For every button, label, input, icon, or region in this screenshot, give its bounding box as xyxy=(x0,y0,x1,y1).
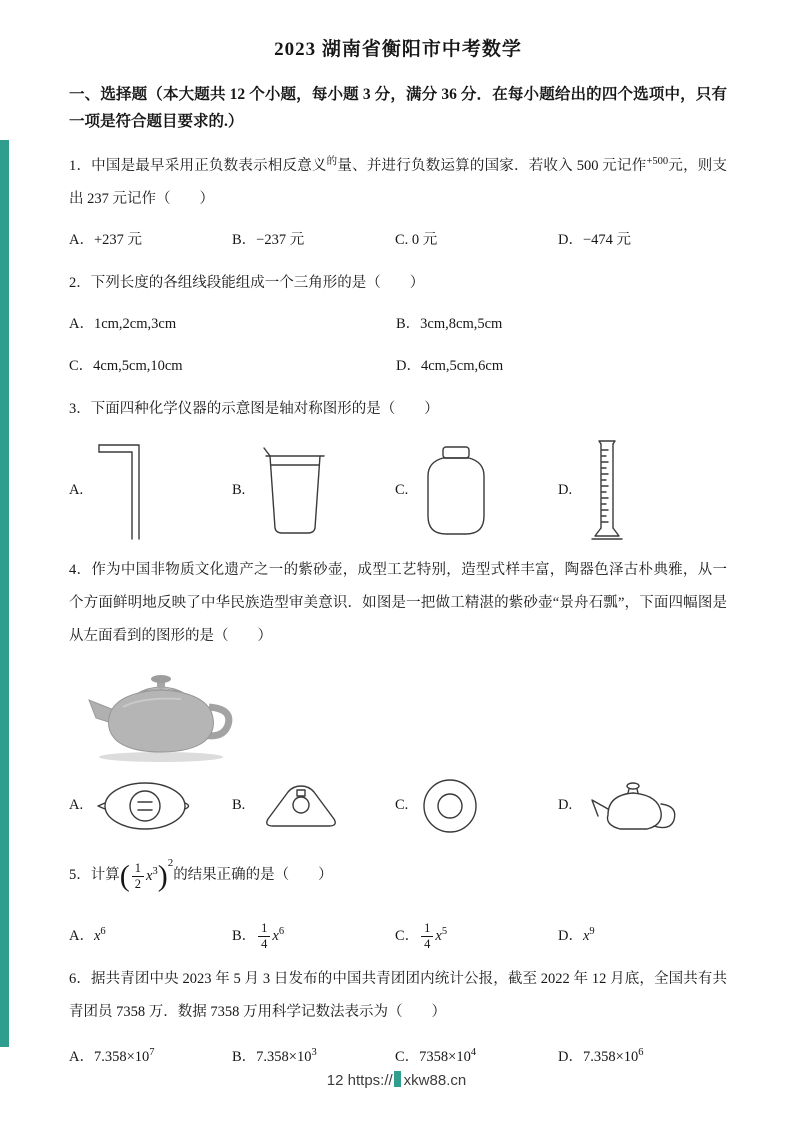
variable: x xyxy=(146,867,153,884)
question-1-options xyxy=(69,225,727,255)
graduated-cylinder-icon xyxy=(584,438,632,544)
page-number: 12 xyxy=(326,1072,344,1089)
fraction: $\frac{1}{4}$ xyxy=(421,921,433,951)
concentric-circles-icon xyxy=(420,777,480,835)
option-6d: D．$7.358\times 10^6$ xyxy=(558,1047,644,1066)
question-6-stem: 6．据共青团中央 2023 年 5 月 3 日发布的中国共青团团内统计公报，截至 2022 年 12 月底，全国共有共青团员 7358 万．数据 7358 万用科学记数法表示为（ ） xyxy=(69,971,727,1021)
option-label: D. xyxy=(558,482,573,499)
stem-text: 5．计算 xyxy=(69,867,120,884)
option-1d: D．−474 元 xyxy=(558,231,632,248)
bent-glass-tube-icon xyxy=(95,439,143,543)
open-paren: ( xyxy=(119,859,130,893)
question-5-stem xyxy=(69,851,727,897)
option-5b: B． $\frac{1}{4}$ $x^6$ xyxy=(232,921,285,951)
option-label: B. xyxy=(232,797,246,814)
option-2b: B．3cm,8cm,5cm xyxy=(396,315,503,332)
inner-exponent: 3 xyxy=(152,865,158,877)
fraction: $\frac{1}{2}$ xyxy=(132,861,144,891)
teapot-side-view-icon xyxy=(584,777,684,835)
option-label: C. xyxy=(395,482,409,499)
option-5c: C． $\frac{1}{4}$ $x^5$ xyxy=(395,921,448,951)
option-2a: A．1cm,2cm,3cm xyxy=(69,315,177,332)
figure-option-3b xyxy=(232,445,395,537)
option-label: A. xyxy=(69,482,84,499)
figure-option-3d xyxy=(558,438,727,544)
figure-option-4c xyxy=(395,777,558,835)
left-accent-bar xyxy=(0,140,9,1047)
question-2-options-row-1 xyxy=(69,309,727,339)
reagent-bottle-icon xyxy=(420,444,492,538)
q5-formula xyxy=(120,857,173,892)
teapot-top-view-icon xyxy=(95,778,195,834)
figure-option-4b xyxy=(232,780,395,832)
question-3-stem: 3．下面四种化学仪器的示意图是轴对称图形的是（ ） xyxy=(69,400,439,417)
fraction: $\frac{1}{4}$ xyxy=(258,921,270,951)
footer-url-suffix: xkw88.cn xyxy=(403,1072,467,1089)
page-title: 2023 湖南省衡阳市中考数学 xyxy=(274,39,522,60)
close-paren: ) xyxy=(157,859,168,893)
option-1b: B．−237 元 xyxy=(232,231,305,248)
option-5a: A．$x^6$ xyxy=(69,926,106,944)
footer-url-prefix: https:// xyxy=(347,1072,393,1089)
raised-text: 的 xyxy=(326,156,338,167)
option-2c: C．4cm,5cm,10cm xyxy=(69,357,183,374)
option-5d: D．$x^9$ xyxy=(558,926,595,944)
figure-option-4a xyxy=(69,778,232,834)
raised-text: +500 xyxy=(646,156,669,167)
figure-option-4d xyxy=(558,777,727,835)
question-3-figures xyxy=(69,438,727,544)
option-1a: A．+237 元 xyxy=(69,231,143,248)
footer-divider xyxy=(394,1071,401,1087)
page-footer xyxy=(0,1071,793,1089)
option-label: D. xyxy=(558,797,573,814)
option-6c: C．$7358\times 10^4$ xyxy=(395,1047,477,1066)
question-1-stem: 1．中国是最早采用正负数表示相反意义$^的$量、并进行负数运算的国家．若收入 500 元记作$^{+500}$元，则支出 237 元记作（ ） xyxy=(69,156,728,207)
teapot-photo xyxy=(81,667,239,765)
question-4-stem: 4．作为中国非物质文化遗产之一的紫砂壶，成型工艺特别，造型式样丰富，陶器色泽古朴典雅，从一个方面鲜明地反映了中华民族造型审美意识．如图是一把做工精湛的紫砂壶“景舟石瓢”，下面四幅图是从左面看到的图形的是（ ） xyxy=(69,561,727,644)
question-2-stem: 2．下列长度的各组线段能组成一个三角形的是（ ） xyxy=(69,274,425,291)
option-6b: B．$7.358\times 10^3$ xyxy=(232,1047,317,1066)
option-6a: A．$7.358\times 10^7$ xyxy=(69,1047,155,1066)
question-6-options xyxy=(69,1038,727,1072)
question-4-photo xyxy=(81,667,727,765)
option-2d: D．4cm,5cm,6cm xyxy=(396,357,504,374)
question-4-figures xyxy=(69,777,727,835)
option-label: A. xyxy=(69,797,84,814)
outer-exponent: 2 xyxy=(167,856,174,869)
question-2-options-row-2 xyxy=(69,351,727,381)
figure-option-3c xyxy=(395,444,558,538)
option-label: B. xyxy=(232,482,246,499)
figure-option-3a xyxy=(69,439,232,543)
teapot-front-view-icon xyxy=(257,780,345,832)
question-5-options xyxy=(69,917,727,951)
stem-text: 的结果正确的是（ ） xyxy=(173,867,333,884)
section-heading: 一、选择题（本大题共 12 个小题，每小题 3 分，满分 36 分．在每小题给出的四个选项中，只有一项是符合题目要求的.） xyxy=(69,86,727,130)
option-1c: C. 0 元 xyxy=(395,231,438,248)
beaker-icon xyxy=(257,445,331,537)
page-content xyxy=(69,34,727,1084)
option-label: C. xyxy=(395,797,409,814)
